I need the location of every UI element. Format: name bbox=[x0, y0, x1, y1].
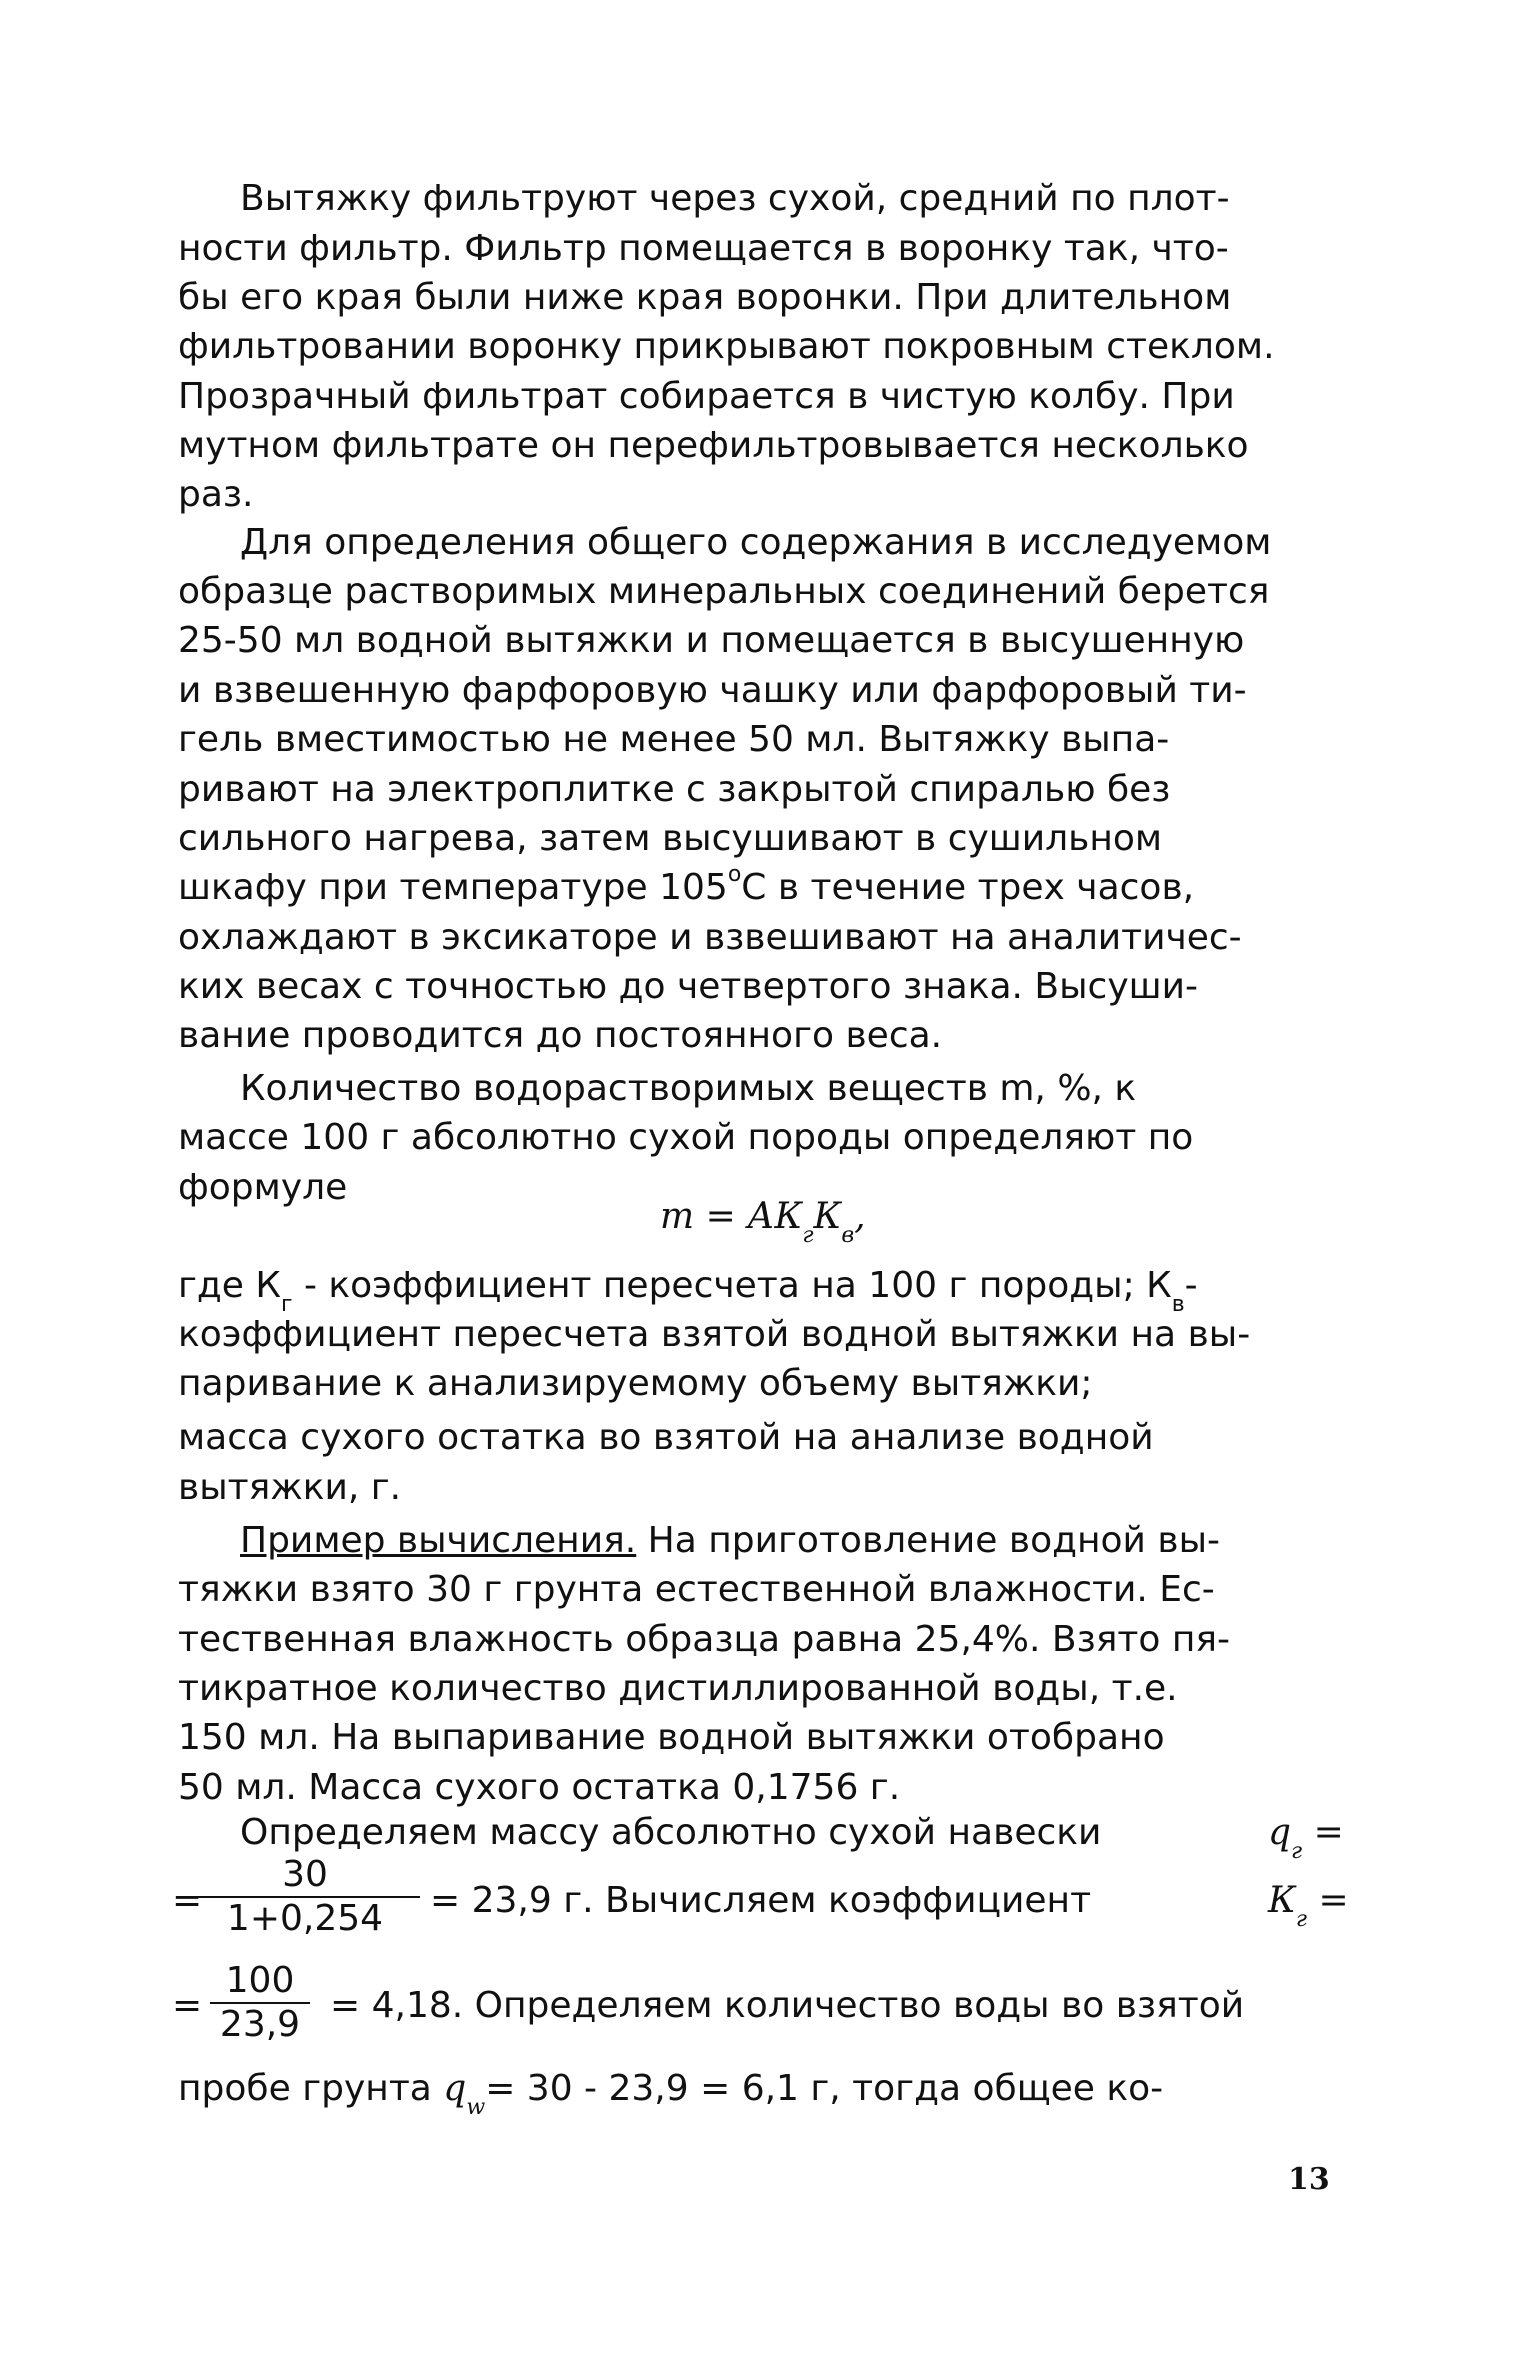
text-line: масса сухого остатка во взятой на анализе водной bbox=[178, 1417, 1154, 1458]
text-line: мутном фильтрате он перефильтровывается несколько bbox=[178, 425, 1249, 466]
text-line: 25-50 мл водной вытяжки и помещается в высушенную bbox=[178, 620, 1245, 661]
text-line-temperature: шкафу при температуре $105^оС$ в течение трех часов, bbox=[178, 862, 1195, 908]
text-line: и взвешенную фарфоровую чашку или фарфоровый ти- bbox=[178, 670, 1247, 711]
fraction-numerator: 30 bbox=[190, 1854, 420, 1898]
text-line: охлаждают в эксикаторе и взвешивают на аналитичес- bbox=[178, 917, 1242, 958]
text-line: паривание к анализируемому объему вытяжки; bbox=[178, 1363, 1093, 1404]
text-line: коэффициент пересчета взятой водной вытяжки на вы- bbox=[178, 1314, 1251, 1355]
text-line: Прозрачный фильтрат собирается в чистую колбу. При bbox=[178, 376, 1235, 417]
fraction-denominator: 1+0,254 bbox=[226, 1898, 384, 1939]
equals-sign: = bbox=[172, 1880, 203, 1921]
text-line: вание проводится до постоянного веса. bbox=[178, 1015, 943, 1056]
text-line: сильного нагрева, затем высушивают в сушильном bbox=[178, 818, 1163, 859]
calc-line-4: пробе грунта $q_w= 30 - 23,9 = 6,1$ г, тогда общее ко- bbox=[178, 2068, 1164, 2120]
text-line: ких весах с точностью до четвертого знака. Высуши- bbox=[178, 966, 1198, 1007]
calc-symbol: $q_г$ = bbox=[1268, 1812, 1344, 1864]
text-line: Количество водорастворимых веществ m, %, к bbox=[240, 1068, 1137, 1109]
page-number: 13 bbox=[1288, 2162, 1330, 2197]
calc-line-2: = 23,9 г. Вычисляем коэффициент bbox=[430, 1880, 1092, 1921]
text-line: тикратное количество дистиллированной воды, т.е. bbox=[178, 1668, 1178, 1709]
fraction bbox=[190, 1854, 420, 1940]
text-line: раз. bbox=[178, 474, 254, 515]
text-line: бы его края были ниже края воронки. При длительном bbox=[178, 277, 1232, 318]
text-line: тяжки взято 30 г грунта естественной влажности. Ес- bbox=[178, 1569, 1215, 1610]
text-line: вытяжки, г. bbox=[178, 1467, 402, 1508]
fraction-denominator: 23,9 bbox=[219, 2004, 301, 2045]
text-line: Вытяжку фильтруют через сухой, средний по плот- bbox=[240, 178, 1230, 219]
text-line-example: Пример вычисления. На приготовление водной вы- bbox=[240, 1520, 1221, 1561]
text-line: фильтровании воронку прикрывают покровным стеклом. bbox=[178, 326, 1275, 367]
text-line: гель вместимостью не менее 50 мл. Вытяжку выпа- bbox=[178, 719, 1170, 760]
text-line: массе 100 г абсолютно сухой породы определяют по bbox=[178, 1117, 1194, 1158]
text-line: 50 мл. Масса сухого остатка 0,1756 г. bbox=[178, 1767, 901, 1808]
calc-symbol: $К_г$ = bbox=[1268, 1880, 1349, 1932]
formula: $m = АК_гК_в$, bbox=[660, 1196, 866, 1248]
calc-line-1: Определяем массу абсолютно сухой навески bbox=[240, 1812, 1102, 1853]
text-line: 150 мл. На выпаривание водной вытяжки отобрано bbox=[178, 1717, 1165, 1758]
calc-line-3: = 4,18. Определяем количество воды во взятой bbox=[330, 1985, 1245, 2026]
text-line-where: где $К_г$ - коэффициент пересчета на 100 г породы; $К_в-$ bbox=[178, 1265, 1198, 1317]
text-line: образце растворимых минеральных соединений берется bbox=[178, 571, 1270, 612]
fraction bbox=[210, 1960, 310, 2046]
text-line: формуле bbox=[178, 1167, 348, 1208]
text-line: ривают на электроплитке с закрытой спиралью без bbox=[178, 769, 1171, 810]
equals-sign: = bbox=[172, 1985, 203, 2026]
example-heading: Пример вычисления. bbox=[240, 1520, 637, 1561]
text-line: тественная влажность образца равна 25,4%. Взято пя- bbox=[178, 1619, 1231, 1660]
text-line: ности фильтр. Фильтр помещается в воронку так, что- bbox=[178, 228, 1229, 269]
fraction-numerator: 100 bbox=[210, 1960, 310, 2004]
text-line: Для определения общего содержания в исследуемом bbox=[240, 522, 1272, 563]
